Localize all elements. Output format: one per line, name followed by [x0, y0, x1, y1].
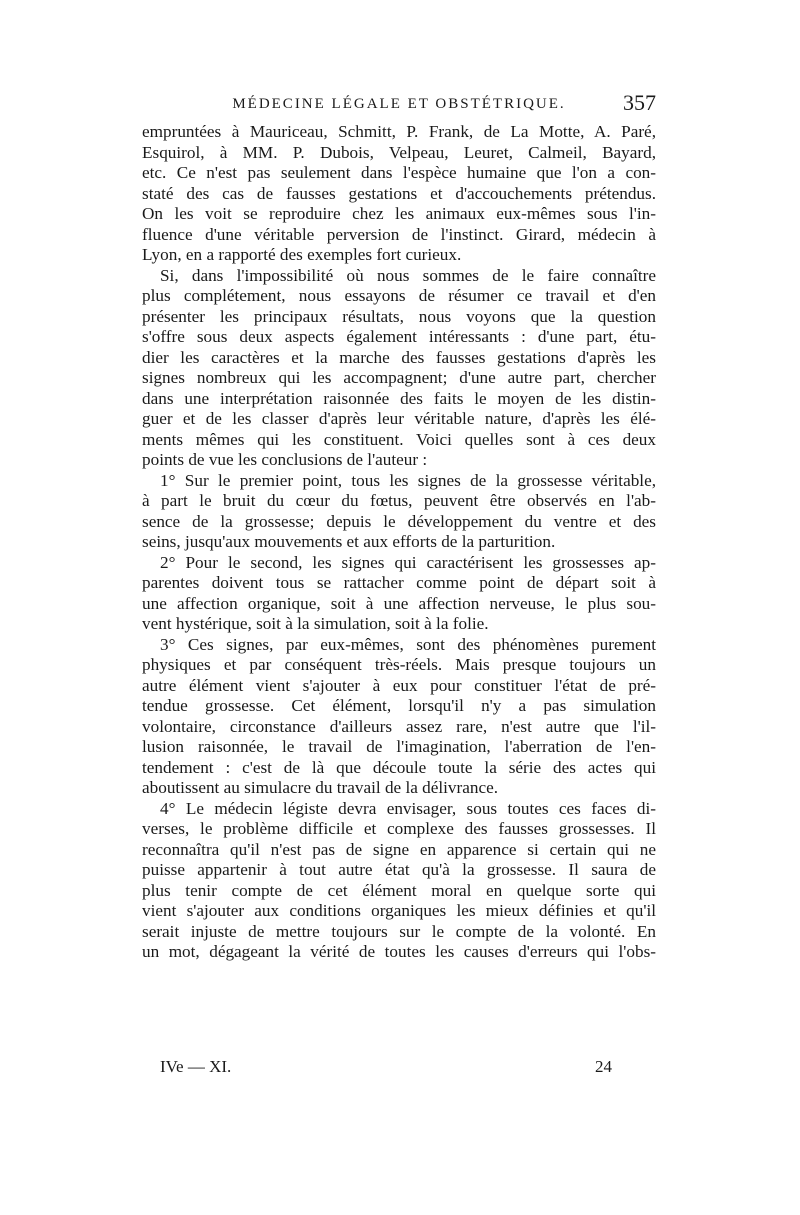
text-line: s'offre sous deux aspects également intéressants : d'une part, étu-: [142, 327, 656, 346]
text-line: Lyon, en a rapporté des exemples fort curieux.: [142, 245, 462, 264]
text-line: plus tenir compte de cet élément moral en quelque sorte qui: [142, 880, 656, 900]
signature-number: 24: [595, 1057, 612, 1076]
text-line: 2° Pour le second, les signes qui caractérisent les grossesses ap-: [160, 552, 656, 572]
text-line: etc. Ce n'est pas seulement dans l'espèce humaine que l'on a con-: [142, 163, 656, 182]
text-line: tendue grossesse. Cet élément, lorsqu'il n'y a pas simulation: [142, 696, 656, 715]
text-line: staté des cas de fausses gestations et d'accouchements prétendus.: [142, 183, 656, 203]
text-line: empruntées à Mauriceau, Schmitt, P. Frank, de La Motte, A. Paré,: [142, 122, 656, 141]
text-line: lusion raisonnée, le travail de l'imagination, l'aberration de l'en-: [142, 737, 656, 756]
text-line: plus complétement, nous essayons de résumer ce travail et d'en: [142, 286, 656, 305]
text-line: Si, dans l'impossibilité où nous sommes de le faire connaître: [160, 265, 656, 285]
page-number: 357: [623, 90, 656, 115]
body-text: [142, 122, 656, 963]
text-line: physiques et par conséquent très-réels. Mais presque toujours un: [142, 655, 656, 674]
text-line: ments mêmes qui les constituent. Voici quelles sont à ces deux: [142, 429, 656, 449]
text-line: à part le bruit du cœur du fœtus, peuvent être observés en l'ab-: [142, 491, 656, 510]
text-line: parentes doivent tous se rattacher comme point de départ soit à: [142, 573, 656, 592]
text-line: points de vue les conclusions de l'auteur :: [142, 450, 428, 469]
text-line: dier les caractères et la marche des fausses gestations d'après les: [142, 347, 656, 367]
text-line: vient s'ajouter aux conditions organiques les mieux définies et qu'il: [142, 901, 656, 920]
text-line: dans une interprétation raisonnée des faits le moyen de les distin-: [142, 388, 656, 408]
text-line: On les voit se reproduire chez les animaux eux-mêmes sous l'in-: [142, 204, 656, 223]
text-line: signes nombreux qui les accompagnent; d'une autre part, chercher: [142, 368, 656, 387]
page-footer: [142, 1057, 656, 1081]
text-line: verses, le problème difficile et complexe des fausses grossesses. Il: [142, 819, 656, 838]
running-title: MÉDECINE LÉGALE ET OBSTÉTRIQUE.: [232, 96, 566, 112]
text-line: reconnaîtra qu'il n'est pas de signe en apparence si certain qui ne: [142, 839, 656, 859]
text-line: tendement : c'est de là que découle toute la série des actes qui: [142, 757, 656, 777]
text-line: une affection organique, soit à une affection nerveuse, le plus sou-: [142, 593, 656, 613]
text-line: un mot, dégageant la vérité de toutes les causes d'erreurs qui l'obs-: [142, 942, 656, 961]
text-line: serait injuste de mettre toujours sur le compte de la volonté. En: [142, 921, 656, 941]
text-line: 3° Ces signes, par eux-mêmes, sont des phénomènes purement: [160, 634, 656, 654]
text-line: sence de la grossesse; depuis le développement du ventre et des: [142, 511, 656, 531]
text-line: puisse appartenir à tout autre état qu'à la grossesse. Il saura de: [142, 860, 656, 879]
text-line: vent hystérique, soit à la simulation, soit à la folie.: [142, 614, 489, 633]
text-line: aboutissent au simulacre du travail de la délivrance.: [142, 778, 499, 797]
text-line: fluence d'une véritable perversion de l'instinct. Girard, médecin à: [142, 224, 656, 244]
signature-mark: IVe — XI.: [160, 1057, 232, 1076]
text-line: 1° Sur le premier point, tous les signes de la grossesse véritable,: [160, 470, 656, 490]
text-line: autre élément vient s'ajouter à eux pour constituer l'état de pré-: [142, 675, 656, 695]
text-line: volontaire, circonstance d'ailleurs assez rare, n'est autre que l'il-: [142, 716, 656, 736]
text-line: 4° Le médecin légiste devra envisager, sous toutes ces faces di-: [160, 798, 656, 818]
text-line: guer et de les classer d'après leur véritable nature, d'après les élé-: [142, 409, 656, 428]
text-line: seins, jusqu'aux mouvements et aux efforts de la parturition.: [142, 532, 556, 551]
text-line: Esquirol, à MM. P. Dubois, Velpeau, Leuret, Calmeil, Bayard,: [142, 142, 656, 162]
text-line: présenter les principaux résultats, nous voyons que la question: [142, 306, 656, 326]
page-header: [142, 90, 656, 118]
